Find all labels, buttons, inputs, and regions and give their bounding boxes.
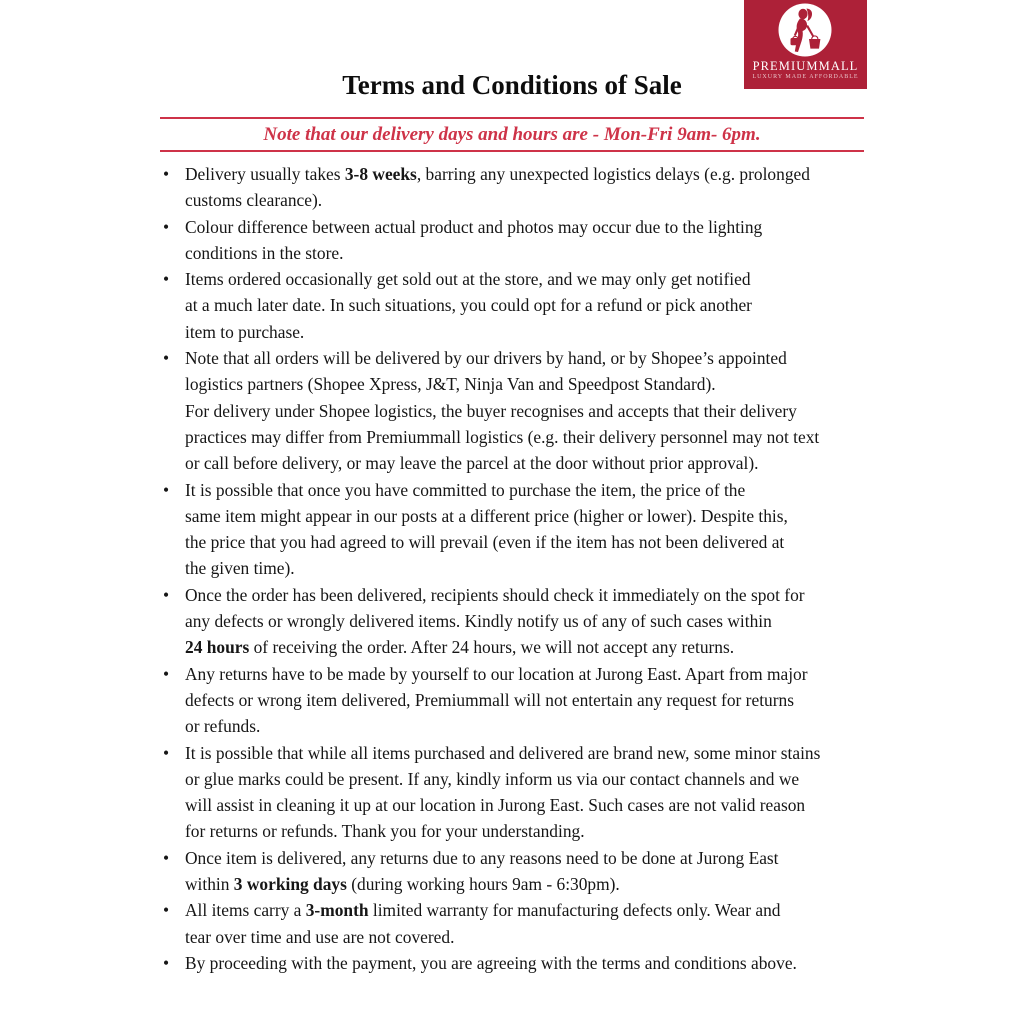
logo-brand-text: PREMIUMMALL <box>752 59 859 73</box>
term-item <box>160 345 872 476</box>
bullet-marker: • <box>163 663 170 684</box>
term-line: It is possible that once you have committed to purchase the item, the price of the <box>185 479 746 500</box>
term-line: for returns or refunds. Thank you for your understanding. <box>185 821 585 842</box>
term-line: Delivery usually takes 3-8 weeks, barring any unexpected logistics delays (e.g. prolonged <box>185 164 810 184</box>
term-item <box>160 661 872 740</box>
term-line: or glue marks could be present. If any, kindly inform us via our contact channels and we <box>185 768 800 789</box>
term-line: customs clearance). <box>185 190 323 211</box>
term-line: at a much later date. In such situations, you could opt for a refund or pick another <box>185 295 752 316</box>
term-line: or call before delivery, or may leave the parcel at the door without prior approval). <box>185 453 759 474</box>
term-item <box>160 950 872 976</box>
term-line: defects or wrong item delivered, Premiummall will not entertain any request for returns <box>185 689 794 710</box>
term-line: item to purchase. <box>185 321 305 342</box>
term-line: It is possible that while all items purchased and delivered are brand new, some minor stains <box>185 742 821 763</box>
term-line: Note that all orders will be delivered by our drivers by hand, or by Shopee’s appointed <box>185 348 787 369</box>
term-line: All items carry a 3-month limited warranty for manufacturing defects only. Wear and <box>185 900 781 921</box>
term-line: same item might appear in our posts at a different price (higher or lower). Despite this, <box>185 505 788 526</box>
page-title: Terms and Conditions of Sale <box>342 70 682 100</box>
bullet-marker: • <box>163 742 170 763</box>
term-line: Once item is delivered, any returns due to any reasons need to be done at Jurong East <box>185 847 779 868</box>
woman-shopper-icon <box>778 3 832 57</box>
bullet-marker: • <box>163 269 170 290</box>
delivery-notice-banner <box>160 117 864 152</box>
delivery-notice-text: Note that our delivery days and hours are - Mon-Fri 9am- 6pm. <box>263 124 761 145</box>
term-line: Any returns have to be made by yourself to our location at Jurong East. Apart from major <box>185 663 808 684</box>
bullet-marker: • <box>163 164 170 184</box>
term-line: tear over time and use are not covered. <box>185 926 455 947</box>
term-line: logistics partners (Shopee Xpress, J&T, Ninja Van and Speedpost Standard). <box>185 374 716 395</box>
term-item <box>160 582 872 661</box>
term-line: any defects or wrongly delivered items. Kindly notify us of any of such cases within <box>185 611 772 632</box>
term-line: Items ordered occasionally get sold out at the store, and we may only get notified <box>185 269 751 290</box>
term-line: Colour difference between actual product and photos may occur due to the lighting <box>185 216 763 237</box>
term-line: practices may differ from Premiummall logistics (e.g. their delivery personnel may not text <box>185 426 820 447</box>
term-item <box>160 161 872 214</box>
term-line: the price that you had agreed to will prevail (even if the item has not been delivered at <box>185 532 785 553</box>
term-line: will assist in cleaning it up at our location in Jurong East. Such cases are not valid reason <box>185 795 806 816</box>
term-line: conditions in the store. <box>185 242 344 263</box>
term-item <box>160 740 872 845</box>
term-line: within 3 working days (during working hours 9am - 6:30pm). <box>185 874 620 895</box>
term-line: the given time). <box>185 558 295 579</box>
bullet-marker: • <box>163 348 170 369</box>
term-item <box>160 845 872 898</box>
bullet-marker: • <box>163 216 170 237</box>
term-line: or refunds. <box>185 716 261 737</box>
term-line: For delivery under Shopee logistics, the buyer recognises and accepts that their delivery <box>185 400 797 421</box>
term-item <box>160 214 872 267</box>
term-item <box>160 477 872 582</box>
term-line: 24 hours of receiving the order. After 24 hours, we will not accept any returns. <box>185 637 735 658</box>
bullet-marker: • <box>163 847 170 868</box>
bullet-marker: • <box>163 952 170 973</box>
term-item <box>160 897 872 950</box>
term-line: Once the order has been delivered, recipients should check it immediately on the spot for <box>185 584 805 605</box>
term-item <box>160 266 872 345</box>
bullet-marker: • <box>163 900 170 921</box>
term-line: By proceeding with the payment, you are agreeing with the terms and conditions above. <box>185 952 797 973</box>
logo-tagline-text: LUXURY MADE AFFORDABLE <box>752 74 859 80</box>
terms-list <box>160 161 872 976</box>
bullet-marker: • <box>163 479 170 500</box>
bullet-marker: • <box>163 584 170 605</box>
